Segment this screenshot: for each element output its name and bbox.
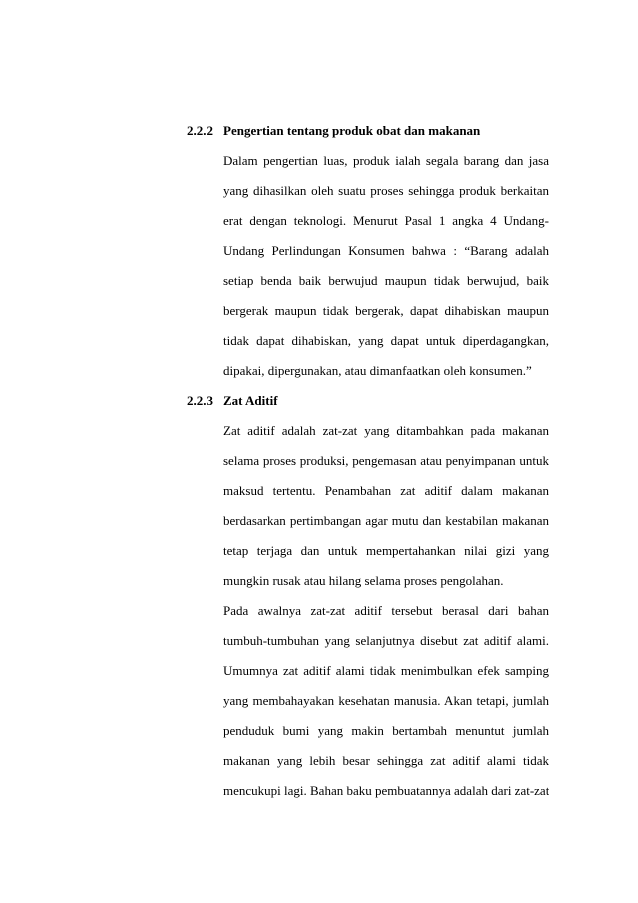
paragraph-line: Pada awalnya zat-zat aditif tersebut berasal dari bahan	[223, 603, 549, 618]
section-paragraph	[223, 146, 549, 386]
paragraph-line: tumbuh-tumbuhan yang selanjutnya disebut zat aditif alami.	[223, 633, 549, 648]
section-title: Zat Aditif	[223, 393, 278, 408]
paragraph-line: tidak dapat dihabiskan, yang dapat untuk diperdagangkan,	[223, 333, 549, 348]
paragraph-line: yang membahayakan kesehatan manusia. Akan tetapi, jumlah	[223, 693, 549, 708]
paragraph-line: yang dihasilkan oleh suatu proses sehingga produk berkaitan	[223, 183, 549, 198]
paragraph-line: Dalam pengertian luas, produk ialah segala barang dan jasa	[223, 153, 549, 168]
paragraph-line: selama proses produksi, pengemasan atau penyimpanan untuk	[223, 453, 549, 468]
section-heading	[187, 386, 549, 416]
section-2-2-3	[187, 386, 549, 806]
paragraph-line: tetap terjaga dan untuk mempertahankan nilai gizi yang	[223, 543, 549, 558]
paragraph-line: berdasarkan pertimbangan agar mutu dan kestabilan makanan	[223, 513, 549, 528]
section-title: Pengertian tentang produk obat dan makanan	[223, 123, 481, 138]
section-number: 2.2.3	[187, 393, 213, 408]
paragraph-line: Umumnya zat aditif alami tidak menimbulkan efek samping	[223, 663, 549, 678]
section-2-2-2	[187, 116, 549, 386]
paragraph-line: dipakai, dipergunakan, atau dimanfaatkan oleh konsumen.”	[223, 363, 532, 378]
section-paragraph	[223, 416, 549, 806]
paragraph-line: Zat aditif adalah zat-zat yang ditambahkan pada makanan	[223, 423, 549, 438]
paragraph-line: bergerak maupun tidak bergerak, dapat dihabiskan maupun	[223, 303, 549, 318]
section-number: 2.2.2	[187, 123, 213, 138]
paragraph-line: penduduk bumi yang makin bertambah menuntut jumlah	[223, 723, 549, 738]
paragraph-line: mungkin rusak atau hilang selama proses pengolahan.	[223, 573, 504, 588]
paragraph-line: erat dengan teknologi. Menurut Pasal 1 angka 4 Undang-	[223, 213, 549, 228]
paragraph-line: makanan yang lebih besar sehingga zat aditif alami tidak	[223, 753, 549, 768]
paragraph-line: setiap benda baik berwujud maupun tidak berwujud, baik	[223, 273, 549, 288]
paragraph-line: mencukupi lagi. Bahan baku pembuatannya adalah dari zat-zat	[223, 783, 549, 798]
paragraph-line: Undang Perlindungan Konsumen bahwa : “Barang adalah	[223, 243, 549, 258]
section-heading	[187, 116, 549, 146]
paragraph-line: maksud tertentu. Penambahan zat aditif dalam makanan	[223, 483, 549, 498]
